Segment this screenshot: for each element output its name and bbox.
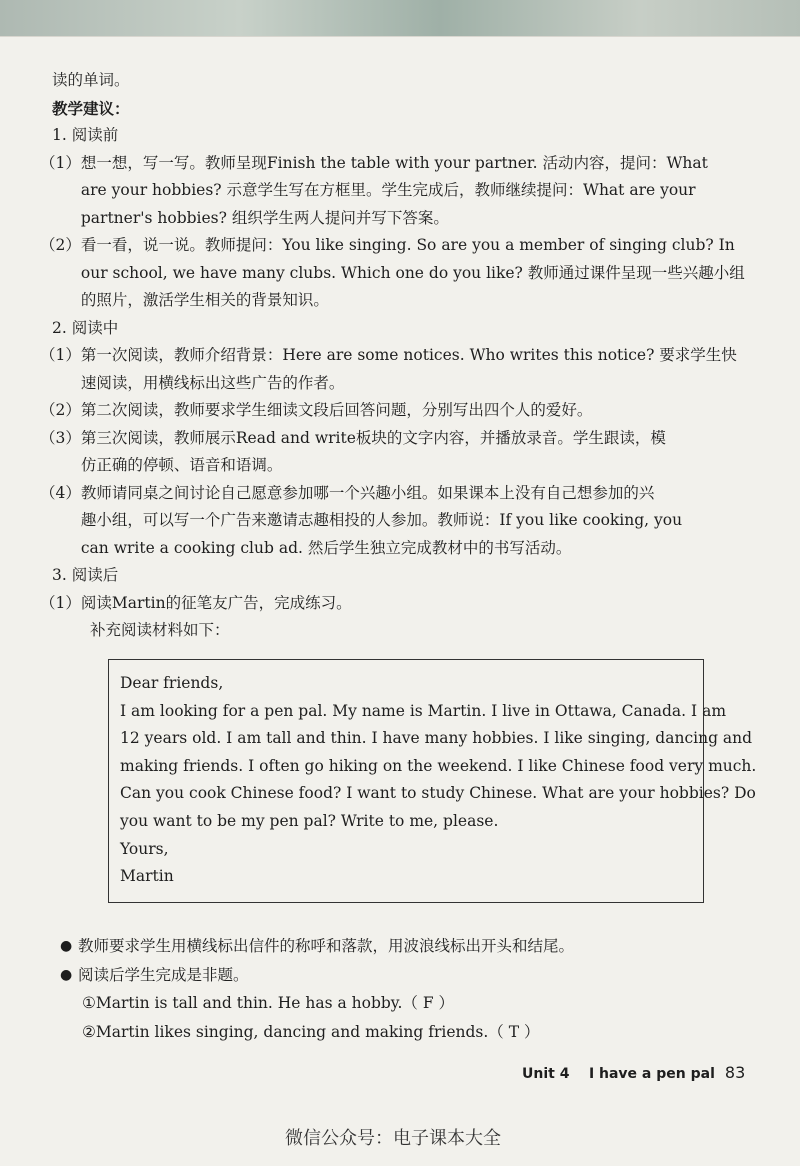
- list-item: [40, 480, 752, 563]
- item-number: （1）: [40, 153, 81, 172]
- letter-line: 12 years old. I am tall and thin. I have many hobbies. I like singing, dancing and: [120, 729, 753, 748]
- item-text: 第一次阅读，教师介绍背景：Here are some notices. Who writes this notice? 要求学生快: [80, 346, 737, 364]
- item-number: （2）: [40, 236, 81, 254]
- section-3-title: 3. 阅读后: [52, 566, 119, 584]
- item-text: 仿正确的停顿、语音和语调。: [80, 456, 283, 474]
- bullet-item: [60, 961, 750, 990]
- section-1-title: 1. 阅读前: [52, 126, 119, 144]
- item-number: （1）: [40, 346, 81, 364]
- letter-line: making friends. I often go hiking on the weekend. I like Chinese food very much.: [120, 756, 757, 775]
- true-false-question: ②Martin likes singing, dancing and making friends.（ T ）: [82, 1022, 540, 1041]
- letter-greeting: Dear friends,: [120, 674, 224, 692]
- bullet-text: 教师要求学生用横线标出信件的称呼和落款，用波浪线标出开头和结尾。: [78, 937, 575, 955]
- list-item: [40, 397, 752, 425]
- item-text: 第三次阅读，教师展示Read and write板块的文字内容，并播放录音。学生跟读，模: [80, 428, 666, 447]
- list-item: [40, 590, 752, 618]
- letter-box: [108, 659, 757, 903]
- supplement-note: 补充阅读材料如下：: [90, 621, 230, 639]
- item-number: （3）: [40, 428, 81, 447]
- page-number: 83: [724, 1063, 746, 1082]
- list-item: [40, 150, 752, 233]
- book-page: [0, 36, 800, 1166]
- item-text: 阅读Martin的征笔友广告，完成练习。: [80, 593, 352, 612]
- item-number: （1）: [40, 593, 81, 612]
- letter-signature: Martin: [120, 867, 174, 886]
- item-text: are your hobbies? 示意学生写在方框里。学生完成后，教师继续提问：What are your: [80, 181, 696, 199]
- item-text: 想一想，写一写。教师呈现Finish the table with your partner. 活动内容，提问：What: [80, 153, 708, 172]
- bullet-dot-icon: ●: [60, 938, 73, 954]
- letter-line: I am looking for a pen pal. My name is Martin. I live in Ottawa, Canada. I am: [120, 701, 727, 720]
- bullet-text: 阅读后学生完成是非题。: [78, 965, 249, 984]
- letter-closing: Yours,: [120, 839, 169, 858]
- item-text: can write a cooking club ad. 然后学生独立完成教材中的书写活动。: [80, 538, 572, 557]
- item-text: our school, we have many clubs. Which one do you like? 教师通过课件呈现一些兴趣小组: [80, 263, 745, 282]
- bullet-item: [60, 932, 750, 961]
- item-text: partner's hobbies? 组织学生两人提问并写下答案。: [80, 208, 449, 227]
- item-text: 看一看，说一说。教师提问：You like singing. So are you a member of singing club? In: [80, 236, 735, 254]
- item-text: 趣小组，可以写一个广告来邀请志趣相投的人参加。教师说：If you like cooking, you: [80, 511, 683, 529]
- item-text: 的照片，激活学生相关的背景知识。: [80, 291, 329, 309]
- letter-line: Can you cook Chinese food? I want to study Chinese. What are your hobbies? Do: [120, 784, 756, 803]
- section-heading: 教学建议：: [52, 98, 130, 118]
- item-number: （2）: [40, 401, 81, 419]
- bullet-dot-icon: ●: [60, 966, 73, 983]
- list-item: [40, 425, 752, 480]
- intro-line: 读的单词。: [52, 71, 130, 89]
- item-number: （4）: [40, 483, 81, 502]
- section-2-title: 2. 阅读中: [52, 318, 119, 337]
- letter-line: you want to be my pen pal? Write to me, please.: [120, 811, 499, 830]
- list-item: [40, 232, 752, 315]
- bullet-list: [60, 932, 750, 1046]
- list-item: [40, 342, 752, 397]
- item-text: 教师请同桌之间讨论自己愿意参加哪一个兴趣小组。如果课本上没有自己想参加的兴: [80, 483, 655, 502]
- page-footer: [522, 1063, 745, 1082]
- unit-label: Unit 4 I have a pen pal: [522, 1066, 715, 1082]
- item-text: 第二次阅读，教师要求学生细读文段后回答问题，分别写出四个人的爱好。: [80, 401, 593, 419]
- page-content: [40, 67, 752, 645]
- true-false-question: ①Martin is tall and thin. He has a hobby.（ F ）: [82, 994, 455, 1012]
- item-text: 速阅读，用横线标出这些广告的作者。: [80, 373, 345, 392]
- watermark-text: 微信公众号：电子课本大全: [285, 1128, 501, 1149]
